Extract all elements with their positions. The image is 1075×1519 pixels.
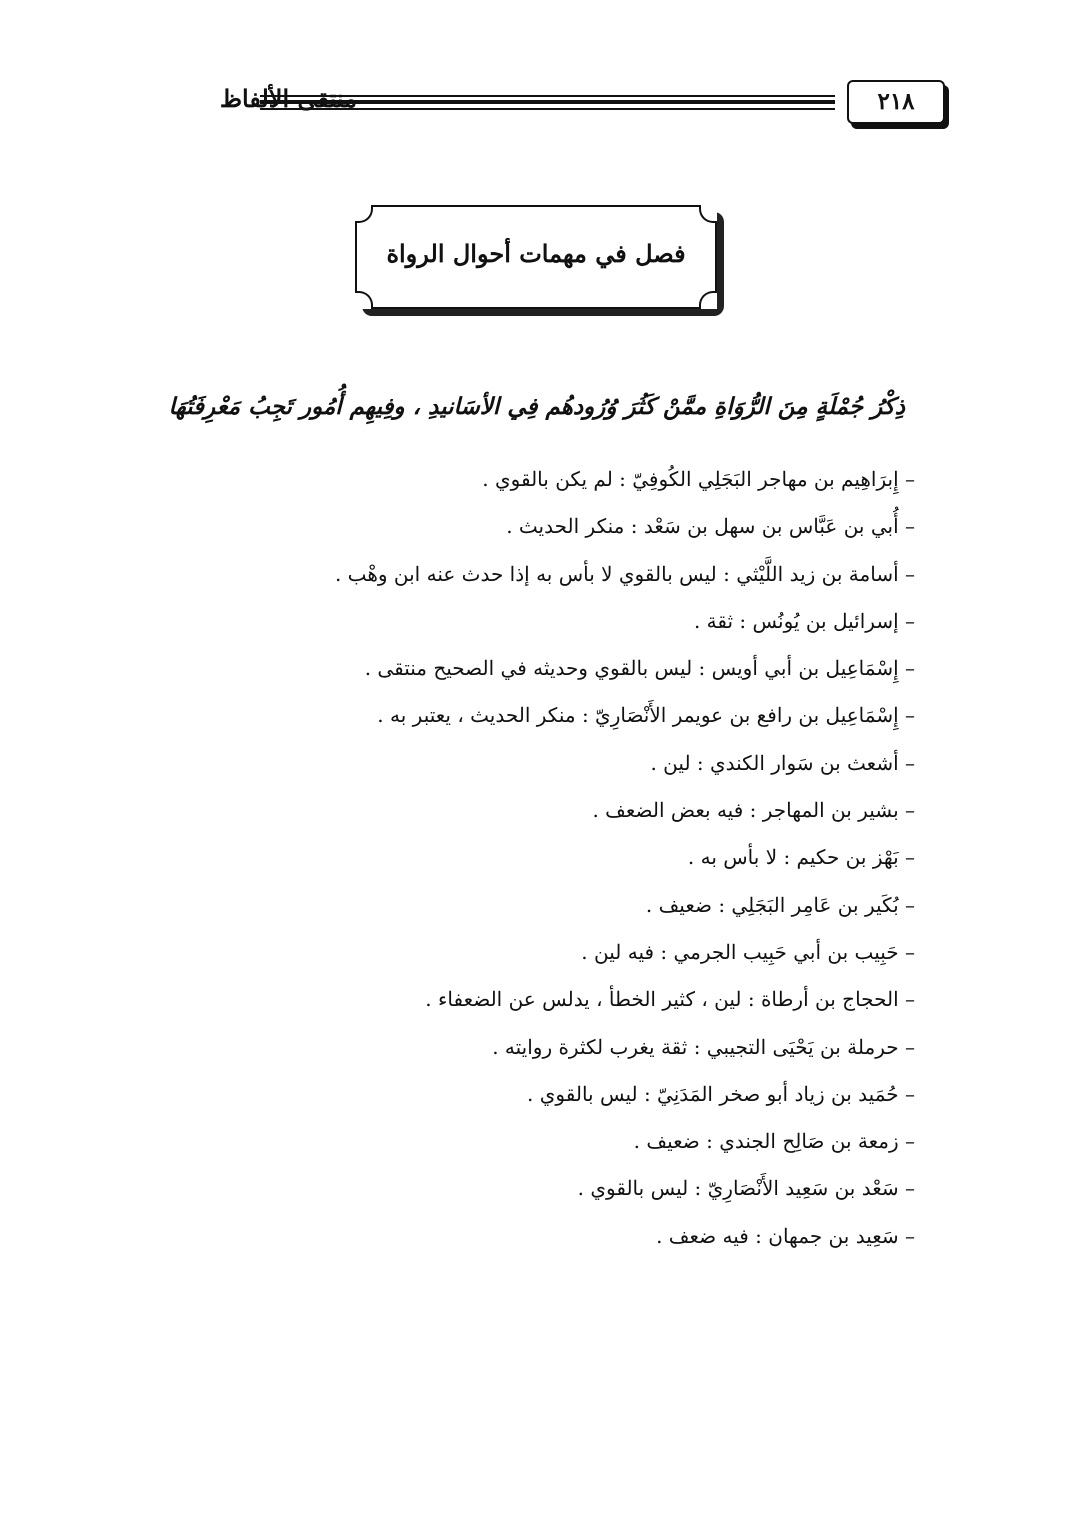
narrator-entry: – إسرائيل بن يُونُس : ثقة . <box>693 608 915 633</box>
page-header <box>110 70 970 130</box>
narrator-entry: – زمعة بن صَالِح الجندي : ضعيف . <box>633 1129 915 1154</box>
running-title: منتقى الألفاظ <box>219 84 357 113</box>
box-corner-ornament <box>699 291 717 309</box>
narrator-entry: – سَعْد بن سَعِيد الأَنْصَارِيّ : ليس بالقوي . <box>577 1176 915 1201</box>
narrator-entry: – سَعِيد بن جمهان : فيه ضعف . <box>656 1223 915 1248</box>
box-corner-ornament <box>355 291 373 309</box>
narrator-entry: – إِسْمَاعِيل بن أبي أويس : ليس بالقوي وحديثه في الصحيح منتقى . <box>364 656 915 681</box>
header-rule-bottom <box>260 108 835 110</box>
narrator-entry: – أُبي بن عَبَّاس بن سهل بن سَعْد : منكر الحديث . <box>506 514 915 539</box>
narrator-entry: – بشير بن المهاجر : فيه بعض الضعف . <box>592 798 915 823</box>
narrator-list <box>155 456 915 1260</box>
narrator-entry: – إِسْمَاعِيل بن رافع بن عويمر الأَنْصَارِيّ : منكر الحديث ، يعتبر به . <box>377 703 915 728</box>
box-corner-ornament <box>699 205 717 223</box>
narrator-entry: – بَهْز بن حكيم : لا بأس به . <box>687 845 915 870</box>
narrator-entry: – أشعث بن سَوار الكندي : لين . <box>650 750 915 775</box>
box-corner-ornament <box>355 205 373 223</box>
page-number-box <box>847 80 945 124</box>
narrator-entry: – حَبِيب بن أبي حَبِيب الجرمي : فيه لين . <box>581 939 915 964</box>
header-rule-middle <box>260 100 835 104</box>
narrator-entry: – حُمَيد بن زياد أبو صخر المَدَنِيّ : ليس بالقوي . <box>527 1081 915 1106</box>
narrator-entry: – أسامة بن زيد اللَّيْثي : ليس بالقوي لا بأس به إذا حدث عنه ابن وهْب . <box>334 561 915 586</box>
narrator-entry: – حرملة بن يَحْيَى التجيبي : ثقة يغرب لكثرة روايته . <box>492 1034 915 1059</box>
header-rule-top <box>260 95 835 97</box>
chapter-title: فصل في مهمات أحوال الرواة <box>386 239 686 268</box>
narrator-entry: – بُكَير بن عَامِر البَجَلِي : ضعيف . <box>645 892 915 917</box>
narrator-entry: – الحجاج بن أرطاة : لين ، كثير الخطأ ، يدلس عن الضعفاء . <box>425 987 915 1012</box>
section-heading: ذِكْرُ جُمْلَةٍ مِنَ الرُّوَاةِ ممَّنْ كَثُرَ وُرُودهُم فِي الأسَانيدِ ، وفِيهِم أُمُور تَجِبُ مَعْرِفَتُهَا <box>168 393 905 420</box>
page-number: ٢١٨ <box>877 88 915 115</box>
chapter-title-box <box>355 205 717 309</box>
narrator-entry: – إِبرَاهِيم بن مهاجر البَجَلِي الكُوفِيّ : لم يكن بالقوي . <box>482 467 915 491</box>
